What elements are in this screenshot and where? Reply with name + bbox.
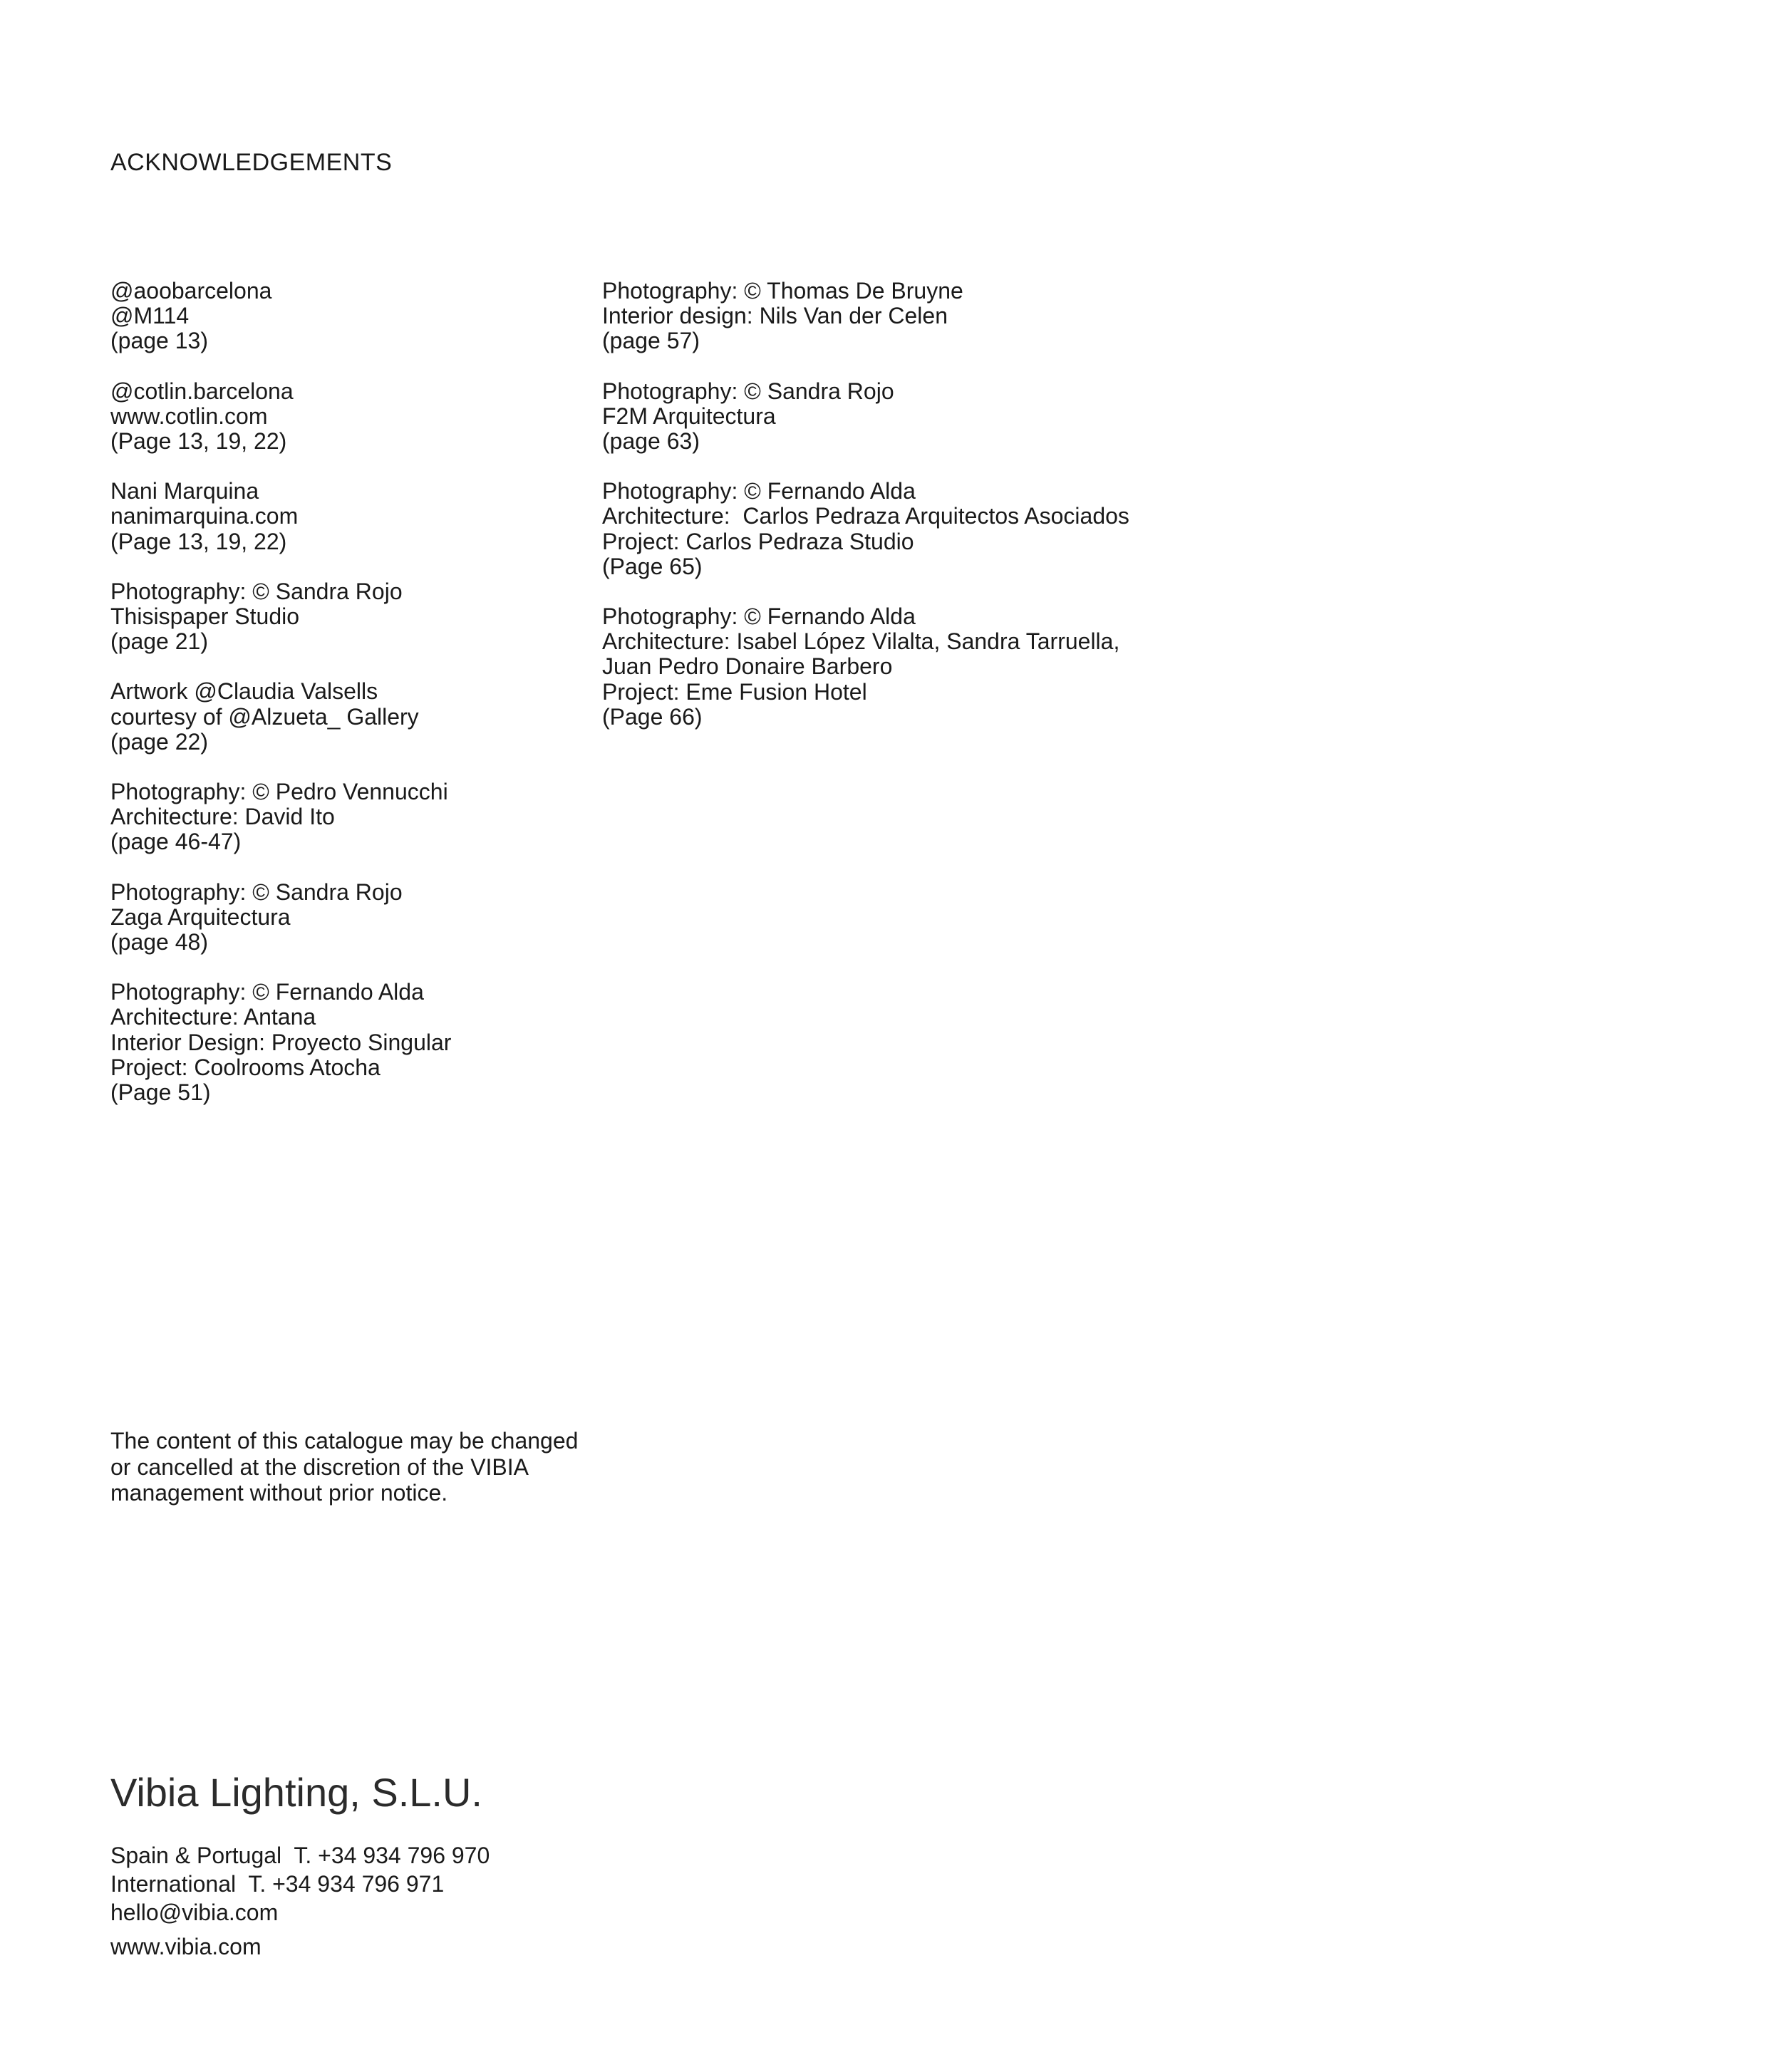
credits-column-right (602, 279, 1315, 755)
credit-page-ref: (Page 13, 19, 22) (110, 528, 287, 554)
credit-line: Photography: © Fernando Alda (110, 979, 424, 1005)
credits-column-left (110, 279, 581, 1130)
credit-line: Photography: © Fernando Alda (602, 478, 916, 504)
credit-entry (602, 604, 1315, 730)
credit-line: @M114 (110, 303, 190, 329)
credit-page-ref: (page 48) (110, 929, 208, 955)
credit-line: Project: Eme Fusion Hotel (602, 678, 867, 705)
phone-spain-portugal: Spain & Portugal T. +34 934 796 970 (110, 1843, 490, 1868)
credit-entry (110, 279, 581, 354)
credit-page-ref: (Page 65) (602, 553, 703, 579)
website-link[interactable]: www.vibia.com (110, 1934, 262, 1959)
credit-entry (110, 579, 581, 655)
credit-line: Photography: © Pedro Vennucchi (110, 779, 448, 805)
credit-page-ref: (page 57) (602, 328, 700, 354)
credit-entry (110, 980, 581, 1105)
credit-line: F2M Arquitectura (602, 403, 776, 429)
disclaimer-line: The content of this catalogue may be changed (110, 1428, 579, 1454)
credit-entry (602, 379, 1315, 455)
credit-entry (110, 679, 581, 755)
credit-page-ref: (Page 66) (602, 703, 703, 730)
disclaimer-text (110, 1428, 652, 1506)
credit-line: Project: Carlos Pedraza Studio (602, 528, 914, 554)
credit-entry (602, 279, 1315, 354)
credit-line: Nani Marquina (110, 478, 259, 504)
credit-page-ref: (Page 13, 19, 22) (110, 428, 287, 455)
credit-line: Architecture: Carlos Pedraza Arquitectos Asociados (602, 503, 1129, 529)
credit-page-ref: (Page 51) (110, 1079, 211, 1106)
contact-block (110, 1841, 490, 1961)
phone-international: International T. +34 934 796 971 (110, 1871, 445, 1897)
credit-line: Photography: © Sandra Rojo (602, 378, 894, 404)
credit-entry (110, 379, 581, 455)
credit-line: @aoobarcelona (110, 278, 272, 304)
credit-entry (110, 779, 581, 855)
credit-line: courtesy of @Alzueta_ Gallery (110, 703, 419, 730)
credit-line: Architecture: Antana (110, 1004, 316, 1030)
credit-entry (110, 880, 581, 955)
credit-line: Project: Coolrooms Atocha (110, 1054, 381, 1080)
credit-line: Photography: © Thomas De Bruyne (602, 278, 963, 304)
credit-line: Photography: © Sandra Rojo (110, 879, 403, 905)
disclaimer-line: management without prior notice. (110, 1480, 448, 1506)
credit-line: Photography: © Sandra Rojo (110, 578, 403, 604)
credit-line: nanimarquina.com (110, 503, 299, 529)
company-name: Vibia Lighting, S.L.U. (110, 1770, 482, 1815)
credit-line: Juan Pedro Donaire Barbero (602, 653, 893, 680)
credit-line: @cotlin.barcelona (110, 378, 294, 404)
credit-line: Photography: © Fernando Alda (602, 604, 916, 630)
credit-line: www.cotlin.com (110, 403, 268, 429)
credit-page-ref: (page 21) (110, 628, 208, 655)
credit-line: Interior design: Nils Van der Celen (602, 303, 948, 329)
credit-entry (110, 479, 581, 554)
credit-line: Thisispaper Studio (110, 604, 300, 630)
email-link[interactable]: hello@vibia.com (110, 1900, 279, 1925)
credit-page-ref: (page 13) (110, 328, 208, 354)
page-title: ACKNOWLEDGEMENTS (110, 149, 393, 176)
credit-page-ref: (page 63) (602, 428, 700, 455)
credit-page-ref: (page 46-47) (110, 829, 242, 855)
credit-line: Artwork @Claudia Valsells (110, 678, 378, 705)
disclaimer-line: or cancelled at the discretion of the VIBIA (110, 1454, 529, 1480)
credit-line: Architecture: David Ito (110, 804, 335, 830)
credit-line: Zaga Arquitectura (110, 903, 291, 930)
credit-line: Interior Design: Proyecto Singular (110, 1029, 452, 1055)
credit-page-ref: (page 22) (110, 728, 208, 755)
credit-entry (602, 479, 1315, 579)
credit-line: Architecture: Isabel López Vilalta, Sandra Tarruella, (602, 628, 1120, 655)
